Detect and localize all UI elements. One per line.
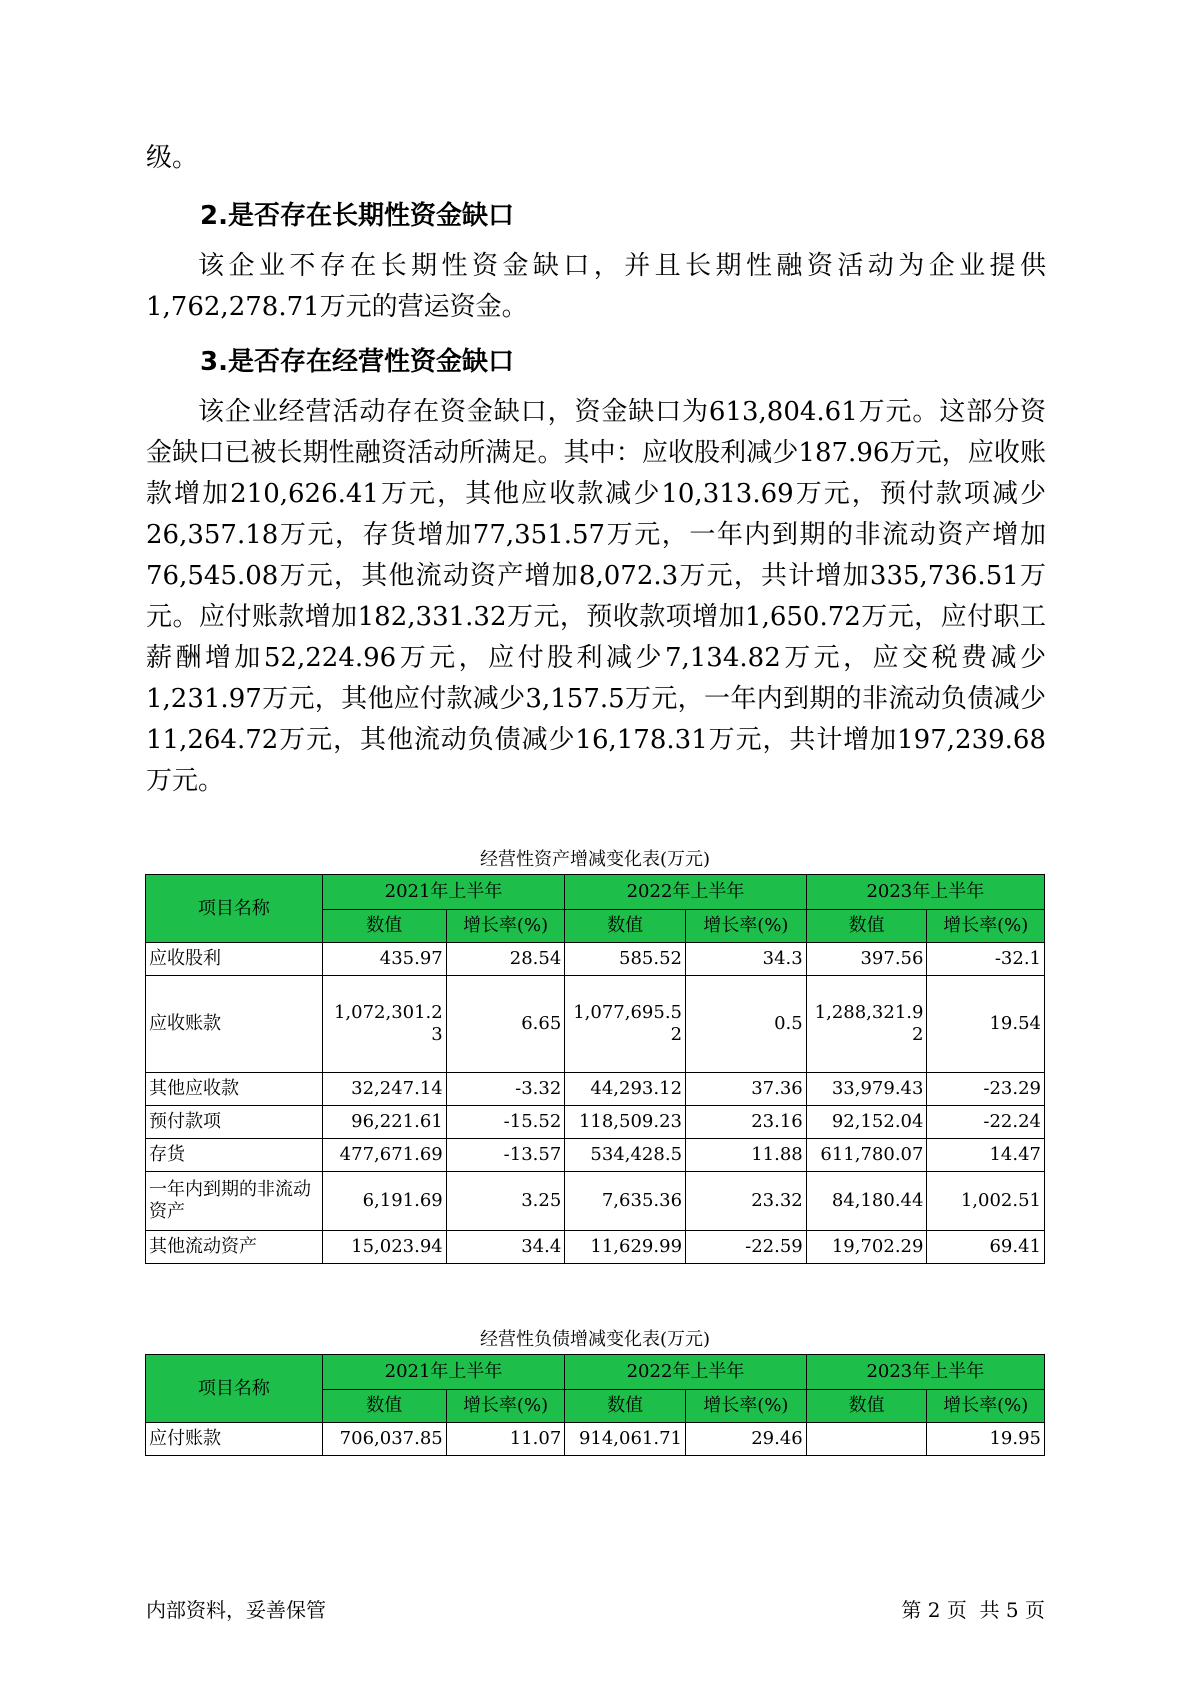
asset-name-header: 项目名称 — [146, 875, 323, 943]
cell-value: 1,072,301.23 — [322, 976, 446, 1073]
liability-value-header: 数值 — [806, 1390, 927, 1423]
asset-table-caption: 经营性资产增减变化表(万元) — [479, 849, 711, 870]
cell-value: 33,979.43 — [806, 1073, 927, 1106]
cell-value: 611,780.07 — [806, 1139, 927, 1172]
table-row — [146, 1139, 1045, 1172]
cell-value: 7,635.36 — [565, 1172, 686, 1231]
cell-value: 92,152.04 — [806, 1106, 927, 1139]
section-2-paragraph: 该企业不存在长期性资金缺口，并且长期性融资活动为企业提供1,762,278.71万元的营运资金。 — [146, 251, 1046, 322]
cell-rate: 19.54 — [927, 976, 1045, 1073]
cell-rate: -13.57 — [446, 1139, 565, 1172]
cell-value: 32,247.14 — [322, 1073, 446, 1106]
cell-value: 435.97 — [322, 943, 446, 976]
table-row — [146, 1231, 1045, 1264]
liability-rate-header: 增长率(%) — [686, 1390, 807, 1423]
liability-table — [145, 1354, 1045, 1456]
cell-value: 15,023.94 — [322, 1231, 446, 1264]
cell-rate: 29.46 — [686, 1423, 807, 1456]
cell-rate: 6.65 — [446, 976, 565, 1073]
cell-rate: -32.1 — [927, 943, 1045, 976]
continuation-text: 级。 — [146, 143, 199, 173]
table-row — [146, 1106, 1045, 1139]
cell-value: 19,702.29 — [806, 1231, 927, 1264]
liability-value-header: 数值 — [565, 1390, 686, 1423]
liability-rate-header: 增长率(%) — [446, 1390, 565, 1423]
cell-rate: 19.95 — [927, 1423, 1045, 1456]
row-name: 一年内到期的非流动资产 — [146, 1172, 323, 1231]
cell-value: 534,428.5 — [565, 1139, 686, 1172]
asset-table — [145, 874, 1045, 1264]
cell-value: 914,061.71 — [565, 1423, 686, 1456]
row-name: 存货 — [146, 1139, 323, 1172]
cell-value: 706,037.85 — [322, 1423, 446, 1456]
cell-value: 1,077,695.52 — [565, 976, 686, 1073]
cell-value — [806, 1423, 927, 1456]
row-name: 应收账款 — [146, 976, 323, 1073]
asset-value-header: 数值 — [322, 910, 446, 943]
asset-rate-header: 增长率(%) — [446, 910, 565, 943]
cell-value: 585.52 — [565, 943, 686, 976]
asset-period-header: 2023年上半年 — [806, 875, 1044, 910]
cell-rate: 23.32 — [686, 1172, 807, 1231]
cell-rate: 34.4 — [446, 1231, 565, 1264]
cell-rate: 3.25 — [446, 1172, 565, 1231]
cell-rate: 11.07 — [446, 1423, 565, 1456]
section-2-heading: 2.是否存在长期性资金缺口 — [200, 201, 514, 231]
cell-rate: -23.29 — [927, 1073, 1045, 1106]
table-row — [146, 1172, 1045, 1231]
cell-rate: -22.24 — [927, 1106, 1045, 1139]
table-row — [146, 1073, 1045, 1106]
cell-rate: 23.16 — [686, 1106, 807, 1139]
cell-rate: -15.52 — [446, 1106, 565, 1139]
cell-value: 118,509.23 — [565, 1106, 686, 1139]
cell-rate: 0.5 — [686, 976, 807, 1073]
asset-rate-header: 增长率(%) — [927, 910, 1045, 943]
row-name: 其他应收款 — [146, 1073, 323, 1106]
asset-value-header: 数值 — [806, 910, 927, 943]
row-name: 其他流动资产 — [146, 1231, 323, 1264]
liability-table-caption: 经营性负债增减变化表(万元) — [479, 1329, 711, 1350]
liability-period-header: 2023年上半年 — [806, 1355, 1044, 1390]
table-row — [146, 976, 1045, 1073]
footer-page-number: 第 2 页 共 5 页 — [901, 1598, 1045, 1622]
cell-rate: -22.59 — [686, 1231, 807, 1264]
section-3-heading: 3.是否存在经营性资金缺口 — [200, 347, 514, 377]
cell-value: 477,671.69 — [322, 1139, 446, 1172]
liability-period-header: 2021年上半年 — [322, 1355, 565, 1390]
liability-value-header: 数值 — [322, 1390, 446, 1423]
cell-rate: 28.54 — [446, 943, 565, 976]
table-row — [146, 1423, 1045, 1456]
cell-value: 397.56 — [806, 943, 927, 976]
asset-period-header: 2022年上半年 — [565, 875, 806, 910]
asset-value-header: 数值 — [565, 910, 686, 943]
cell-value: 96,221.61 — [322, 1106, 446, 1139]
cell-rate: 37.36 — [686, 1073, 807, 1106]
cell-rate: 34.3 — [686, 943, 807, 976]
footer-confidential-note: 内部资料，妥善保管 — [146, 1598, 326, 1622]
row-name: 预付款项 — [146, 1106, 323, 1139]
cell-rate: 1,002.51 — [927, 1172, 1045, 1231]
section-3-paragraph: 该企业经营活动存在资金缺口，资金缺口为613,804.61万元。这部分资金缺口已被长期性融资活动所满足。其中：应收股利减少187.96万元，应收账款增加210,626.41万元，其他应收款减少10,313.69万元，预付款项减少26,357.18万元，存货增加77,351.57万元，一年内到期的非流动资产增加76,545.08万元，其他流动资产增加8,072.3万元，共计增加335,736.51万元。应付账款增加182,331.32万元，预收款项增加1,650.72万元，应付职工薪酬增加52,224.96万元，应付股利减少7,134.82万元，应交税费减少1,231.97万元，其他应付款减少3,157.5万元，一年内到期的非流动负债减少11,264.72万元，其他流动负债减少16,178.31万元，共计增加197,239.68万元。 — [146, 397, 1046, 796]
cell-rate: 14.47 — [927, 1139, 1045, 1172]
liability-name-header: 项目名称 — [146, 1355, 323, 1423]
row-name: 应收股利 — [146, 943, 323, 976]
asset-rate-header: 增长率(%) — [686, 910, 807, 943]
cell-value: 11,629.99 — [565, 1231, 686, 1264]
cell-value: 44,293.12 — [565, 1073, 686, 1106]
table-row — [146, 943, 1045, 976]
liability-rate-header: 增长率(%) — [927, 1390, 1045, 1423]
asset-period-header: 2021年上半年 — [322, 875, 565, 910]
cell-rate: -3.32 — [446, 1073, 565, 1106]
cell-value: 6,191.69 — [322, 1172, 446, 1231]
cell-rate: 69.41 — [927, 1231, 1045, 1264]
cell-value: 84,180.44 — [806, 1172, 927, 1231]
row-name: 应付账款 — [146, 1423, 323, 1456]
liability-period-header: 2022年上半年 — [565, 1355, 806, 1390]
cell-value: 1,288,321.92 — [806, 976, 927, 1073]
cell-rate: 11.88 — [686, 1139, 807, 1172]
